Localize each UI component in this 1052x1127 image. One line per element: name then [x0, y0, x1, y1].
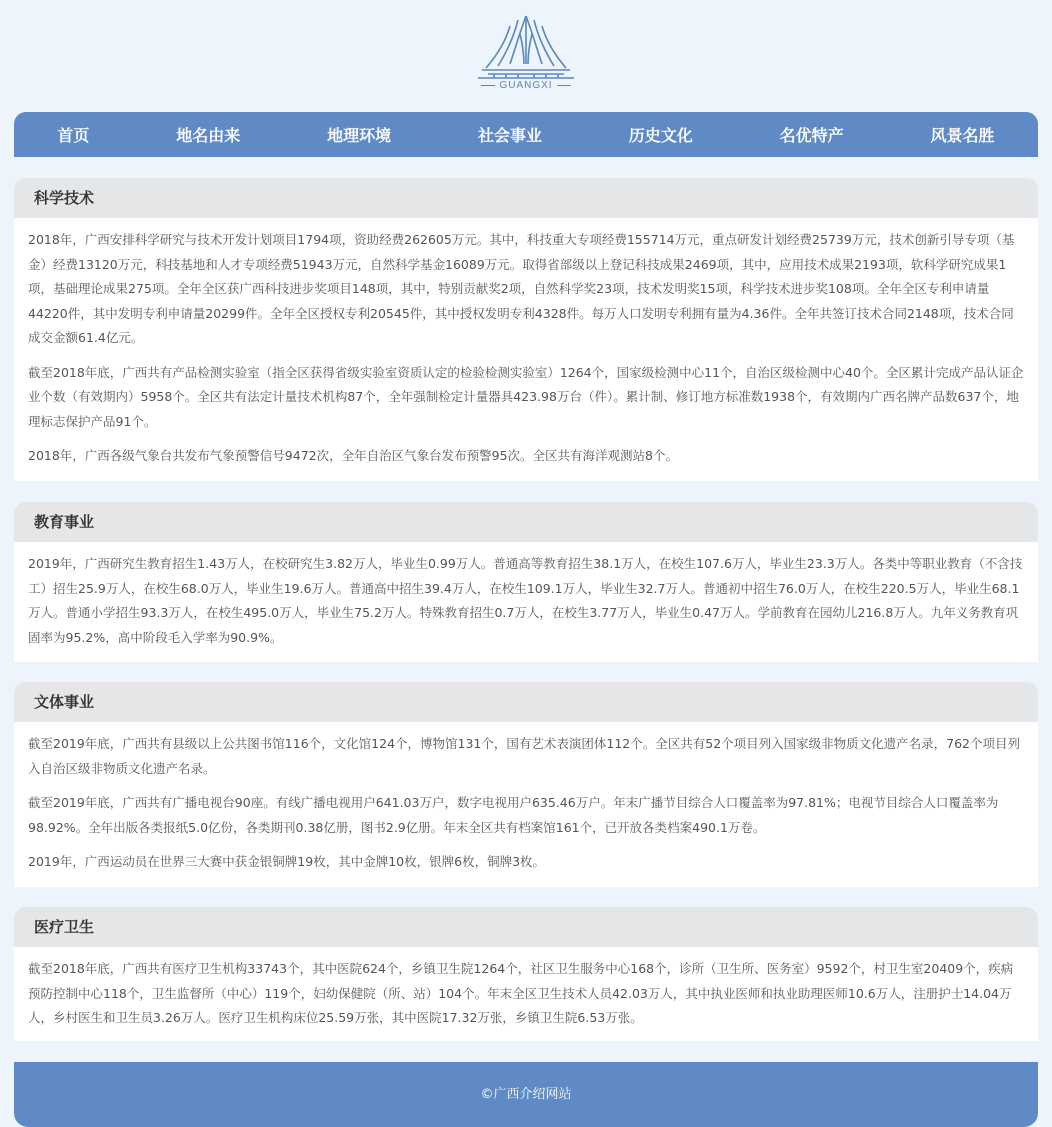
nav-item-social[interactable]: 社会事业	[477, 126, 542, 145]
logo-text: GUANGXI	[476, 80, 576, 91]
header	[0, 0, 1052, 112]
paragraph: 截至2018年底，广西共有产品检测实验室（指全区获得省级实验室资质认定的检验检测实验室）1264个，国家级检测中心11个，自治区级检测中心40个。全区累计完成产品认证企业个数（有效期内）5958个。全区共有法定计量技术机构87个，全年强制检定计量器具423.98万台（件）。累计制、修订地方标准数1938个，有效期内广西名牌产品数637个，地理标志保护产品91个。	[28, 364, 1024, 429]
nav-item-history[interactable]: 历史文化	[628, 126, 693, 145]
section-title: 教育事业	[14, 502, 1038, 542]
section-healthcare	[14, 907, 1038, 1041]
section-title: 医疗卫生	[14, 907, 1038, 947]
paragraph: 2019年，广西运动员在世界三大赛中获金银铜牌19枚，其中金牌10枚，银牌6枚，铜牌3枚。	[28, 854, 546, 869]
section-title: 科学技术	[14, 178, 1038, 218]
section-science	[14, 178, 1038, 481]
section-title: 文体事业	[14, 682, 1038, 722]
paragraph: 2018年，广西安排科学研究与技术开发计划项目1794项，资助经费262605万元。其中，科技重大专项经费155714万元，重点研发计划经费25739万元，技术创新引导专项（基金）经费13120万元，科技基地和人才专项经费51943万元，自然科学基金16089万元。取得省部级以上登记科技成果2469项，其中，应用技术成果2193项，软科学研究成果1项，基础理论成果275项。全年全区获广西科技进步奖项目148项，其中，特别贡献奖2项，自然科学奖23项，技术发明奖15项，科学技术进步奖108项。全年全区专利申请量44220件，其中发明专利申请量20299件。全年全区授权专利20545件，其中授权发明专利4328件。每万人口发明专利拥有量为4.36件。全年共签订技术合同2148项，技术合同成交金额61.4亿元。	[28, 232, 1015, 345]
section-education	[14, 502, 1038, 662]
footer	[14, 1062, 1038, 1127]
nav-item-scenery[interactable]: 风景名胜	[930, 126, 995, 145]
paragraph: 截至2018年底，广西共有医疗卫生机构33743个，其中医院624个，乡镇卫生院1264个，社区卫生服务中心168个，诊所（卫生所、医务室）9592个，村卫生室20409个，疾病预防控制中心118个，卫生监督所（中心）119个，妇幼保健院（所、站）104个。年末全区卫生技术人员42.03万人，其中执业医师和执业助理医师10.6万人，注册护士14.04万人，乡村医生和卫生员3.26万人。医疗卫生机构床位25.59万张，其中医院17.32万张，乡镇卫生院6.53万张。	[28, 961, 1014, 1025]
main-nav	[14, 112, 1038, 157]
nav-item-name-origin[interactable]: 地名由来	[176, 126, 241, 145]
nav-item-home[interactable]: 首页	[57, 126, 90, 145]
paragraph: 截至2019年底，广西共有县级以上公共图书馆116个，文化馆124个，博物馆131个，国有艺术表演团体112个。全区共有52个项目列入国家级非物质文化遗产名录，762个项目列入自治区级非物质文化遗产名录。	[28, 736, 1021, 776]
nav-item-geography[interactable]: 地理环境	[327, 126, 392, 145]
footer-copyright: ©广西介绍网站	[480, 1087, 572, 1102]
paragraph: 2018年，广西各级气象台共发布气象预警信号9472次，全年自治区气象台发布预警95次。全区共有海洋观测站8个。	[28, 448, 678, 463]
paragraph: 2019年，广西研究生教育招生1.43万人，在校研究生3.82万人，毕业生0.99万人。普通高等教育招生38.1万人，在校生107.6万人，毕业生23.3万人。各类中等职业教育（不含技工）招生25.9万人，在校生68.0万人，毕业生19.6万人。普通高中招生39.4万人，在校生109.1万人，毕业生32.7万人。普通初中招生76.0万人，在校生220.5万人，毕业生68.1万人。普通小学招生93.3万人，在校生495.0万人，毕业生75.2万人。特殊教育招生0.7万人，在校生3.77万人，毕业生0.47万人。学前教育在园幼儿216.8万人。九年义务教育巩固率为95.2%，高中阶段毛入学率为90.9%。	[28, 556, 1023, 645]
paragraph: 截至2019年底，广西共有广播电视台90座。有线广播电视用户641.03万户，数字电视用户635.46万户。年末广播节目综合人口覆盖率为97.81%；电视节目综合人口覆盖率为98.92%。全年出版各类报纸5.0亿份，各类期刊0.38亿册，图书2.9亿册。年末全区共有档案馆161个，已开放各类档案490.1万卷。	[28, 795, 999, 835]
nav-item-specialties[interactable]: 名优特产	[779, 126, 844, 145]
section-culture-sports	[14, 682, 1038, 887]
